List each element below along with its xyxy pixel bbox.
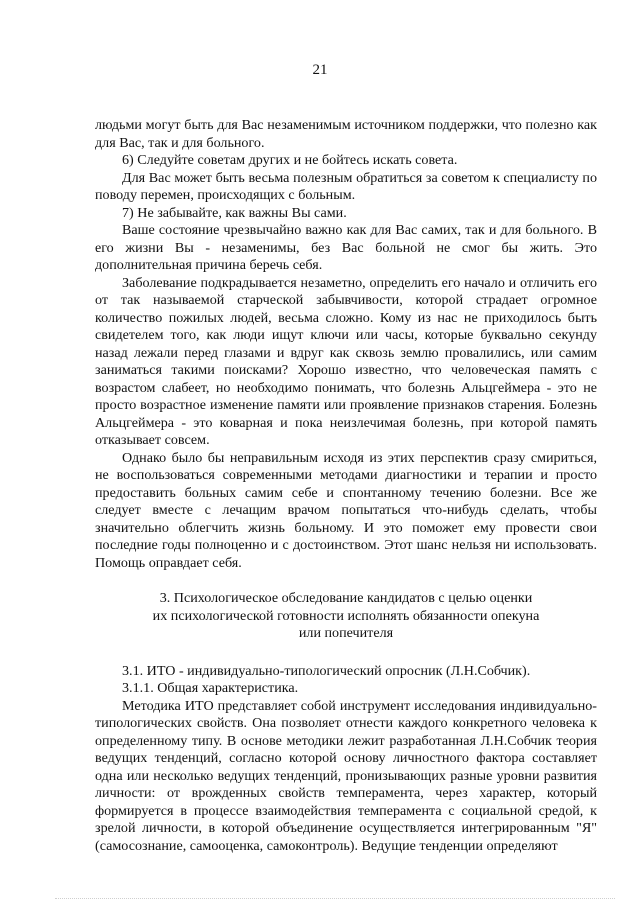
section-heading-line: 3. Психологическое обследование кандидатов с целью оценки: [159, 590, 533, 606]
section-heading-line: или попечителя: [298, 625, 394, 641]
subsection-body: Методика ИТО представляет собой инструмент исследования индивидуально-типологических свойств. Она позволяет отнести каждого конкретного человека к определенному типу. В основе методики лежит разработанная Л.Н.Собчик теория ведущих тенденций, согласно которой основу личностного фактора составляет одна или несколько ведущих тенденций, пронизывающих разные уровни развития личности: от врожденных свойств темперамента, через характер, который формируется в процессе взаимодействия темперамента с социальной средой, к зрелой личности, в которой объединение осуществляется интегрированным "Я" (самосознание, самооценка, самоконтроль). Ведущие тенденции определяют: [95, 697, 597, 854]
paragraph: Однако было бы неправильным исходя из этих перспектив сразу смириться, не воспользоваться современными методами диагностики и терапии и просто предоставить больных самим себе и спонтанному течению болезни. Все же следует вместе с лечащим врачом попытаться что-нибудь сделать, чтобы значительно облегчить жизнь больному. И это поможет ему провести свои последние годы полноценно и с достоинством. Этот шанс нельзя ни использовать. Помощь оправдает себя.: [95, 449, 597, 571]
subsection-title: 3.1. ИТО - индивидуально-типологический опросник (Л.Н.Собчик).: [122, 662, 531, 679]
page-body: [95, 117, 597, 855]
paragraph: Для Вас может быть весьма полезным обратиться за советом к специалисту по поводу перемен, происходящих с больным.: [95, 169, 597, 203]
page-number: 21: [312, 62, 328, 78]
paragraph: людьми могут быть для Вас незаменимым источником поддержки, что полезно как для Вас, так и для больного.: [95, 117, 597, 151]
subsection-subtitle: 3.1.1. Общая характеристика.: [122, 680, 299, 696]
section-heading-line: их психологической готовности исполнять обязанности опекуна: [152, 607, 540, 624]
paragraph: Ваше состояние чрезвычайно важно как для Вас самих, так и для больного. В его жизни Вы - незаменимы, без Вас больной не смог бы жить. Это дополнительная причина беречь себя.: [95, 222, 597, 273]
section-heading: [95, 590, 597, 643]
paragraph: 6) Следуйте советам других и не бойтесь искать совета.: [122, 152, 458, 168]
paragraph: 7) Не забывайте, как важны Вы сами.: [122, 204, 347, 221]
footer-rule: [55, 898, 615, 899]
paragraph: Заболевание подкрадывается незаметно, определить его начало и отличить его от так называемой старческой забывчивости, которой страдает огромное количество пожилых людей, весьма сложно. Кому из нас не приходилось быть свидетелем того, как люди ищут ключи или часы, которые буквально секунду назад лежали перед глазами и вдруг как сквозь землю провалились, или самим заниматься такими поисками? Хорошо известно, что человеческая память с возрастом слабеет, но необходимо понимать, что болезнь Альцгеймера - это не просто возрастное изменение памяти или проявление признаков старения. Болезнь Альцгеймера - это коварная и пока неизлечимая болезнь, при которой память отказывает совсем.: [95, 274, 597, 448]
